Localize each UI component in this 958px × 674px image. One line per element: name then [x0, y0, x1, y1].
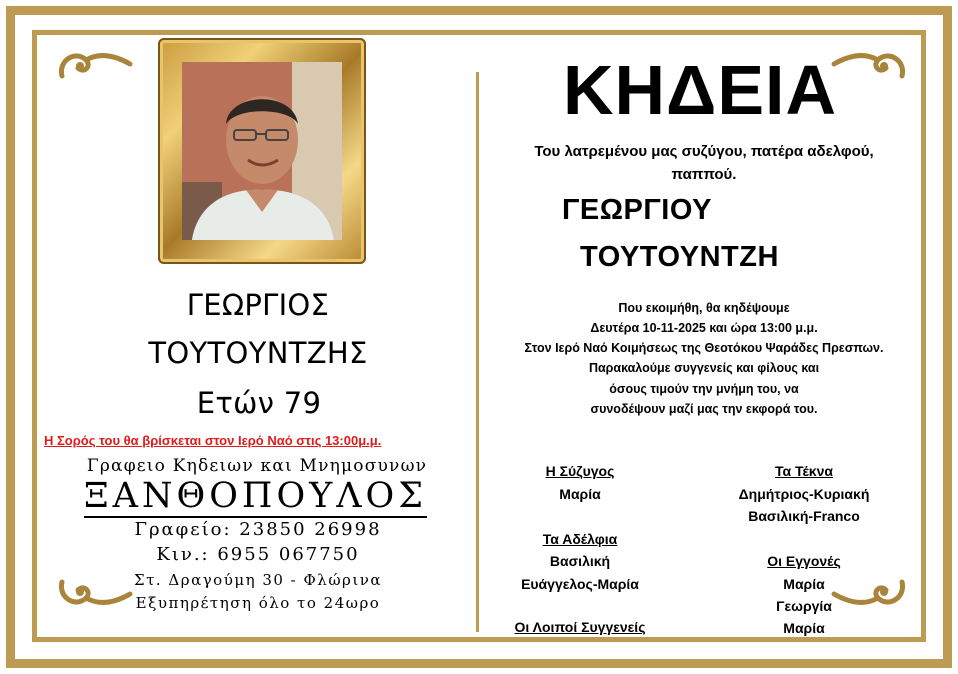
siblings-label: Τα Αδέλφια: [542, 531, 618, 547]
scroll-ornament-icon: [56, 46, 134, 84]
other-relatives-label: Οι Λοιποί Συγγενείς: [514, 619, 646, 635]
deceased-first-name: ΓΕΩΡΓΙΟΣ: [186, 288, 330, 322]
phone-mobile: Κιν.: 6955 067750: [156, 544, 360, 565]
notice-heading: ΚΗΔΕΙΑ: [562, 51, 838, 129]
spouse-label: Η Σύζυγος: [545, 463, 615, 479]
sibling-name: Βασιλική: [549, 553, 611, 569]
spouse-name: Μαρία: [559, 486, 601, 502]
intro-line-2: παππού.: [671, 166, 737, 183]
announcement-line: Στον Ιερό Ναό Κοιμήσεως της Θεοτόκου Ψαράδες Πρεσπων.: [524, 341, 884, 355]
office-address: Στ. Δραγούμη 30 - Φλώρινα: [133, 571, 382, 589]
grandchild-name: Μαρία: [783, 620, 825, 636]
child-name: Βασιλική-Franco: [748, 508, 860, 524]
service-hours: Εξυπηρέτηση όλο το 24ωρο: [135, 594, 381, 612]
portrait-frame-icon: [158, 38, 366, 264]
phone-office: Γραφείο: 23850 26998: [134, 519, 382, 540]
grandchildren-label: Οι Εγγονές: [767, 553, 841, 569]
office-title: Γραφειο Κηδειων και Μνημοσυνων: [86, 456, 428, 476]
deceased-age: Ετών 79: [196, 386, 322, 420]
intro-line-1: Του λατρεμένου μας συζύγου, πατέρα αδελφού,: [534, 143, 874, 160]
announcement-line: Παρακαλούμε συγγενείς και φίλους και: [588, 361, 820, 375]
children-label: Τα Τέκνα: [774, 463, 834, 479]
deceased-last-name-genitive: ΤΟΥΤΟΥΝΤΖΗ: [580, 241, 779, 273]
deceased-portrait: [182, 62, 342, 240]
announcement-line: συνοδέψουν μαζί μας την εκφορά του.: [590, 402, 818, 416]
grandchild-name: Γεωργία: [776, 598, 832, 614]
deceased-last-name: ΤΟΥΤΟΥΝΤΖΗΣ: [148, 336, 368, 370]
announcement-line: Που εκοιμήθη, θα κηδέψουμε: [618, 301, 790, 315]
announcement-line: όσους τιμούν την μνήμη του, να: [609, 382, 799, 396]
grandchild-name: Μαρία: [783, 576, 825, 592]
sibling-name: Ευάγγελος-Μαρία: [521, 576, 639, 592]
announcement-line: Δευτέρα 10-11-2025 και ώρα 13:00 μ.μ.: [590, 321, 818, 335]
coffin-note: Η Σορός του θα βρίσκεται στον Ιερό Ναό στις 13:00μ.μ.: [44, 433, 382, 448]
child-name: Δημήτριος-Κυριακή: [738, 486, 870, 502]
office-name: ΞΑΝΘΟΠΟΥΛΟΣ: [84, 476, 427, 516]
deceased-first-name-genitive: ΓΕΩΡΓΙΟΥ: [562, 194, 712, 226]
